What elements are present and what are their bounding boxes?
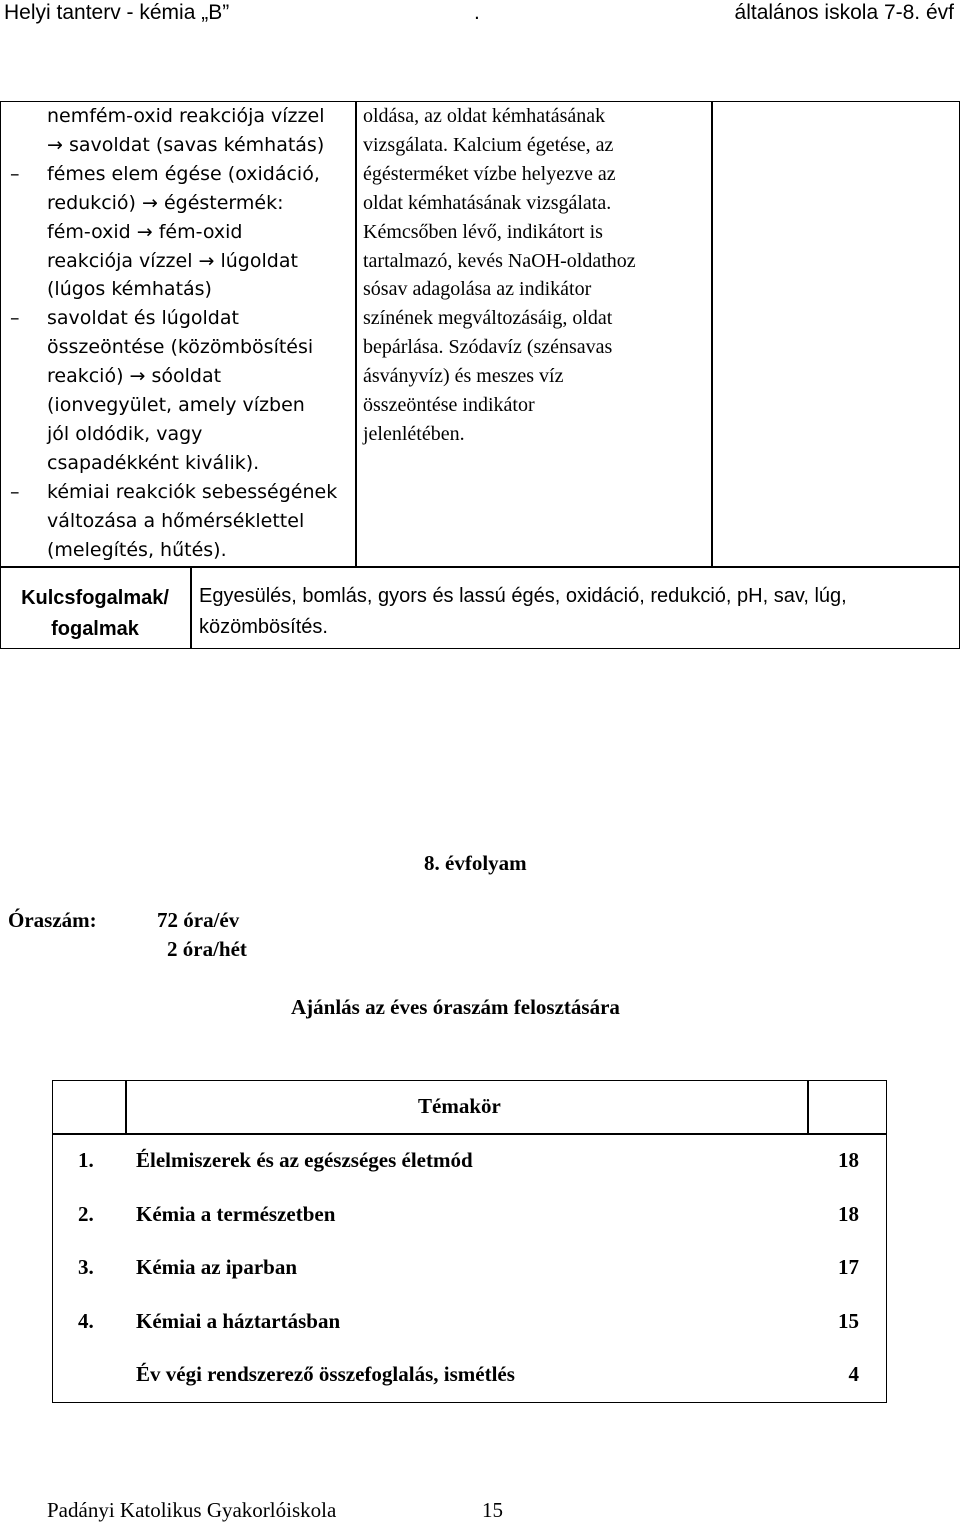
content-line [0,189,350,218]
row-hours: 15 [838,1308,859,1333]
table-row [53,1241,886,1294]
content-line [0,131,350,160]
activity-line: összeöntése indikátor [363,394,535,417]
topics-table-col-divider-1 [125,1080,127,1133]
activity-line: oldása, az oldat kémhatásának [363,105,606,127]
activity-line: jelenlétében. [363,422,465,445]
content-line [0,102,350,131]
activity-line: sósav adagolása az indikátor [363,278,592,301]
content-line [0,333,350,362]
header-dot: . [474,1,480,24]
content-line [0,420,350,449]
activity-line: Kémcsőben lévő, indikátort is [363,220,603,243]
content-line [0,478,350,507]
table-row [53,1134,886,1187]
footer-school: Padányi Katolikus Gyakorlóiskola [47,1498,337,1522]
dash-bullet: – [10,307,20,330]
content-line [0,247,350,276]
row-topic: Élelmiszerek és az egészséges életmód [136,1148,473,1172]
recommendation-heading: Ajánlás az éves óraszám felosztására [291,995,620,1019]
row-hours: 18 [838,1148,859,1172]
content-line [0,449,350,478]
content-line-text: fémes elem égése (oxidáció, [47,162,320,185]
hours-label: Óraszám: [8,908,97,932]
row-hours: 17 [838,1255,859,1280]
key-concepts-label-line1: Kulcsfogalmak/ [21,587,169,609]
row-number: 1. [78,1148,94,1172]
top-table-divider-2 [711,101,713,567]
content-line-text: → savoldat (savas kémhatás) [47,133,325,156]
activity-line: égésterméket vízbe helyezve az [363,162,616,185]
content-line [0,160,350,189]
table-row [53,1188,886,1241]
content-line [0,391,350,420]
row-number: 4. [78,1308,94,1333]
dash-bullet: – [10,480,20,503]
top-table-divider-3 [190,566,192,649]
table-row [53,1295,886,1348]
content-line-text: kémiai reakciók sebességének [47,480,338,503]
key-concepts-text: Egyesülés, bomlás, gyors és lassú égés, oxidáció, redukció, pH, sav, lúg, közömbösítés. [199,585,847,638]
content-line-text: reakció) → sóoldat [47,365,222,388]
content-line [0,362,350,391]
grade-heading: 8. évfolyam [424,851,527,875]
activity-line: ásványvíz) és meszes víz [363,365,564,388]
activity-line: bepárlása. Szódavíz (szénsavas [363,336,613,359]
footer-page-number: 15 [482,1498,503,1522]
table-row [53,1348,886,1401]
content-line [0,304,350,333]
content-line-text: savoldat és lúgoldat [47,307,239,330]
row-topic: Kémiai a háztartásban [136,1308,341,1333]
content-line [0,275,350,304]
hours-per-week: 2 óra/hét [167,937,247,961]
content-line-text: változása a hőmérséklettel [47,509,305,532]
row-number: 3. [78,1255,94,1280]
activity-line: tartalmazó, kevés NaOH-oldathoz [363,249,636,272]
content-list [0,102,350,565]
top-table-row-divider [0,566,960,568]
content-line-text: (ionvegyület, amely vízben [47,394,305,417]
topics-table-col-divider-2 [807,1080,809,1133]
content-line-text: (lúgos kémhatás) [47,278,212,301]
activity-line: színének megváltozásáig, oldat [363,307,613,330]
row-topic: Kémia a természetben [136,1201,336,1226]
topics-table-header: Témakör [418,1094,501,1118]
activity-line: oldat kémhatásának vizsgálata. [363,191,612,214]
content-line-text: fém-oxid → fém-oxid [47,220,243,243]
dash-bullet: – [10,162,20,185]
content-line-text: (melegítés, hűtés). [47,538,227,561]
key-concepts-label [2,583,188,645]
key-concepts-label-line2: fogalmak [51,618,139,640]
header-title: Helyi tanterv - kémia „B” [4,1,230,24]
row-hours: 4 [848,1362,859,1387]
content-line-text: redukció) → égéstermék: [47,191,284,214]
row-topic: Év végi rendszerező összefoglalás, ismétlés [136,1362,515,1387]
content-line [0,536,350,565]
hours-per-year: 72 óra/év [157,908,240,932]
activities-text [363,102,708,449]
content-line-text: csapadékként kiválik). [47,451,260,474]
content-line [0,507,350,536]
row-number: 2. [78,1201,94,1226]
row-hours: 18 [838,1201,859,1226]
content-line-text: összeöntése (közömbösítési [47,336,314,359]
top-table-divider-1 [355,101,357,567]
header-school-level: általános iskola 7-8. évf [734,1,954,24]
content-line-text: nemfém-oxid reakciója vízzel [47,105,325,127]
row-topic: Kémia az iparban [136,1255,297,1280]
content-line-text: jól oldódik, vagy [47,422,203,445]
content-line-text: reakciója vízzel → lúgoldat [47,249,298,272]
activity-line: vizsgálata. Kalcium égetése, az [363,133,614,156]
content-line [0,218,350,247]
